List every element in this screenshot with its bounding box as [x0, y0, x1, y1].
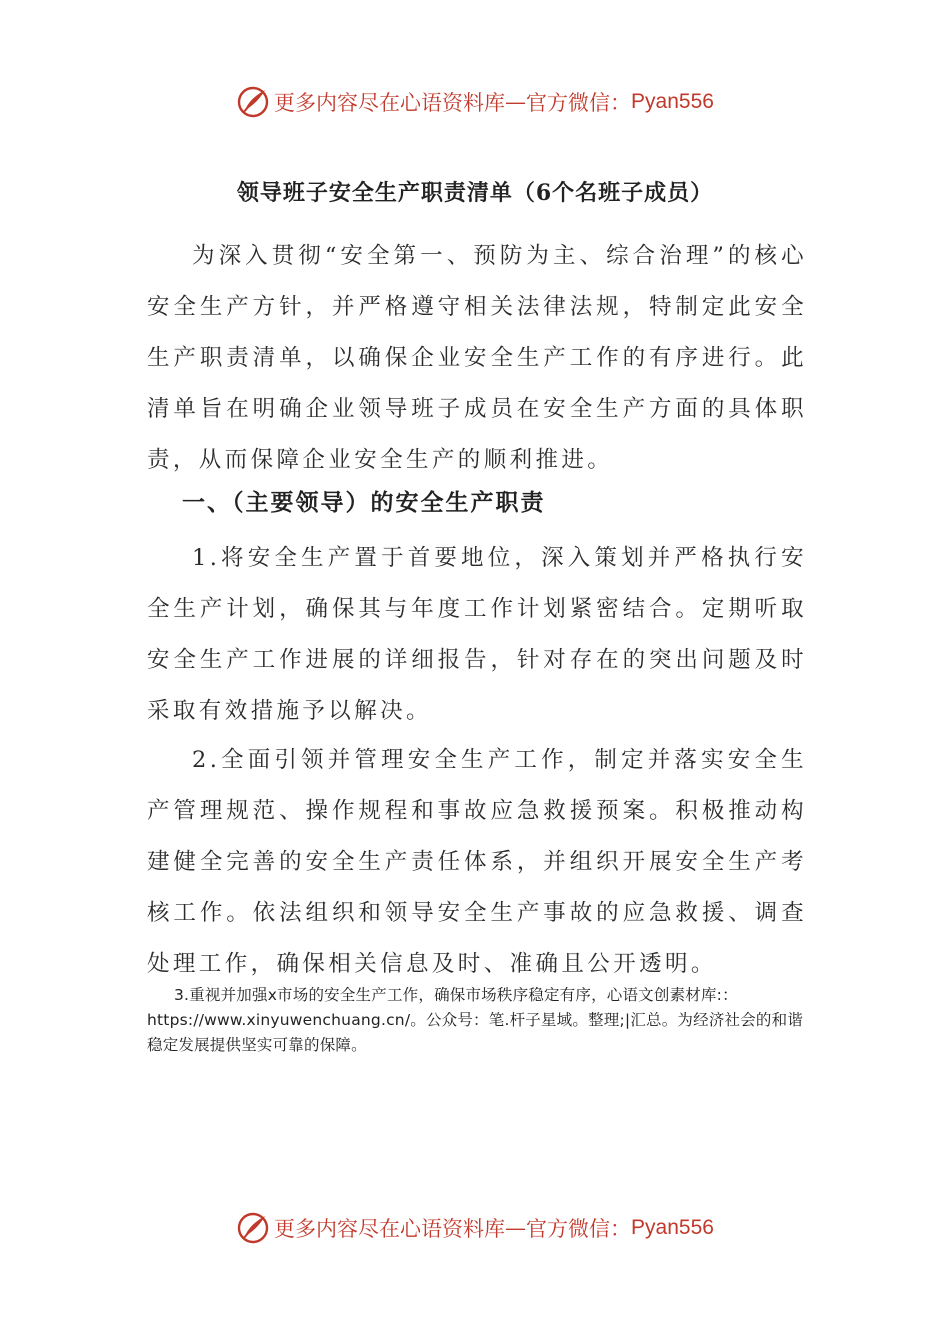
- banner-text: 更多内容尽在心语资料库: [274, 91, 506, 115]
- quill-logo-icon: [236, 1211, 270, 1245]
- banner-wechat-id: Pyan556: [631, 90, 714, 113]
- footer-banner: [0, 1208, 950, 1248]
- banner-wechat-label: 官方微信：: [526, 91, 632, 115]
- banner-separator: —: [505, 90, 527, 114]
- header-banner: [0, 82, 950, 122]
- section-heading: 一、（主要领导）的安全生产职责: [182, 489, 546, 516]
- duty-item-2: 2.全面引领并管理安全生产工作，制定并落实安全生产管理规范、操作规程和事故应急救援预案。积极推动构建健全完善的安全生产责任体系，并组织开展安全生产考核工作。依法组织和领导安全生产事故的应急救援、调查处理工作，确保相关信息及时、准确且公开透明。: [147, 747, 807, 977]
- duty-item-1: 1.将安全生产置于首要地位，深入策划并严格执行安全生产计划，确保其与年度工作计划紧密结合。定期听取安全生产工作进展的详细报告，针对存在的突出问题及时采取有效措施予以解决。: [147, 545, 807, 724]
- duty-item-3: 3.重视并加强x市场的安全生产工作，确保市场秩序稳定有序，心语文创素材库:：https://www.xinyuwenchuang.cn/。公众号：笔.杆子星域。整理;|汇总。为经济社会的和谐稳定发展提供坚实可靠的保障。: [147, 986, 804, 1054]
- banner-wechat-label: 官方微信：: [526, 1217, 632, 1241]
- document-title: 领导班子安全生产职责清单（6个名班子成员）: [236, 180, 714, 206]
- banner-wechat-id: Pyan556: [631, 1216, 714, 1239]
- banner-text: 更多内容尽在心语资料库: [274, 1217, 506, 1241]
- banner-separator: —: [505, 1216, 527, 1240]
- quill-logo-icon: [236, 85, 270, 119]
- intro-paragraph: 为深入贯彻“安全第一、预防为主、综合治理”的核心安全生产方针，并严格遵守相关法律法规，特制定此安全生产职责清单，以确保企业安全生产工作的有序进行。此清单旨在明确企业领导班子成员在安全生产方面的具体职责，从而保障企业安全生产的顺利推进。: [147, 243, 807, 473]
